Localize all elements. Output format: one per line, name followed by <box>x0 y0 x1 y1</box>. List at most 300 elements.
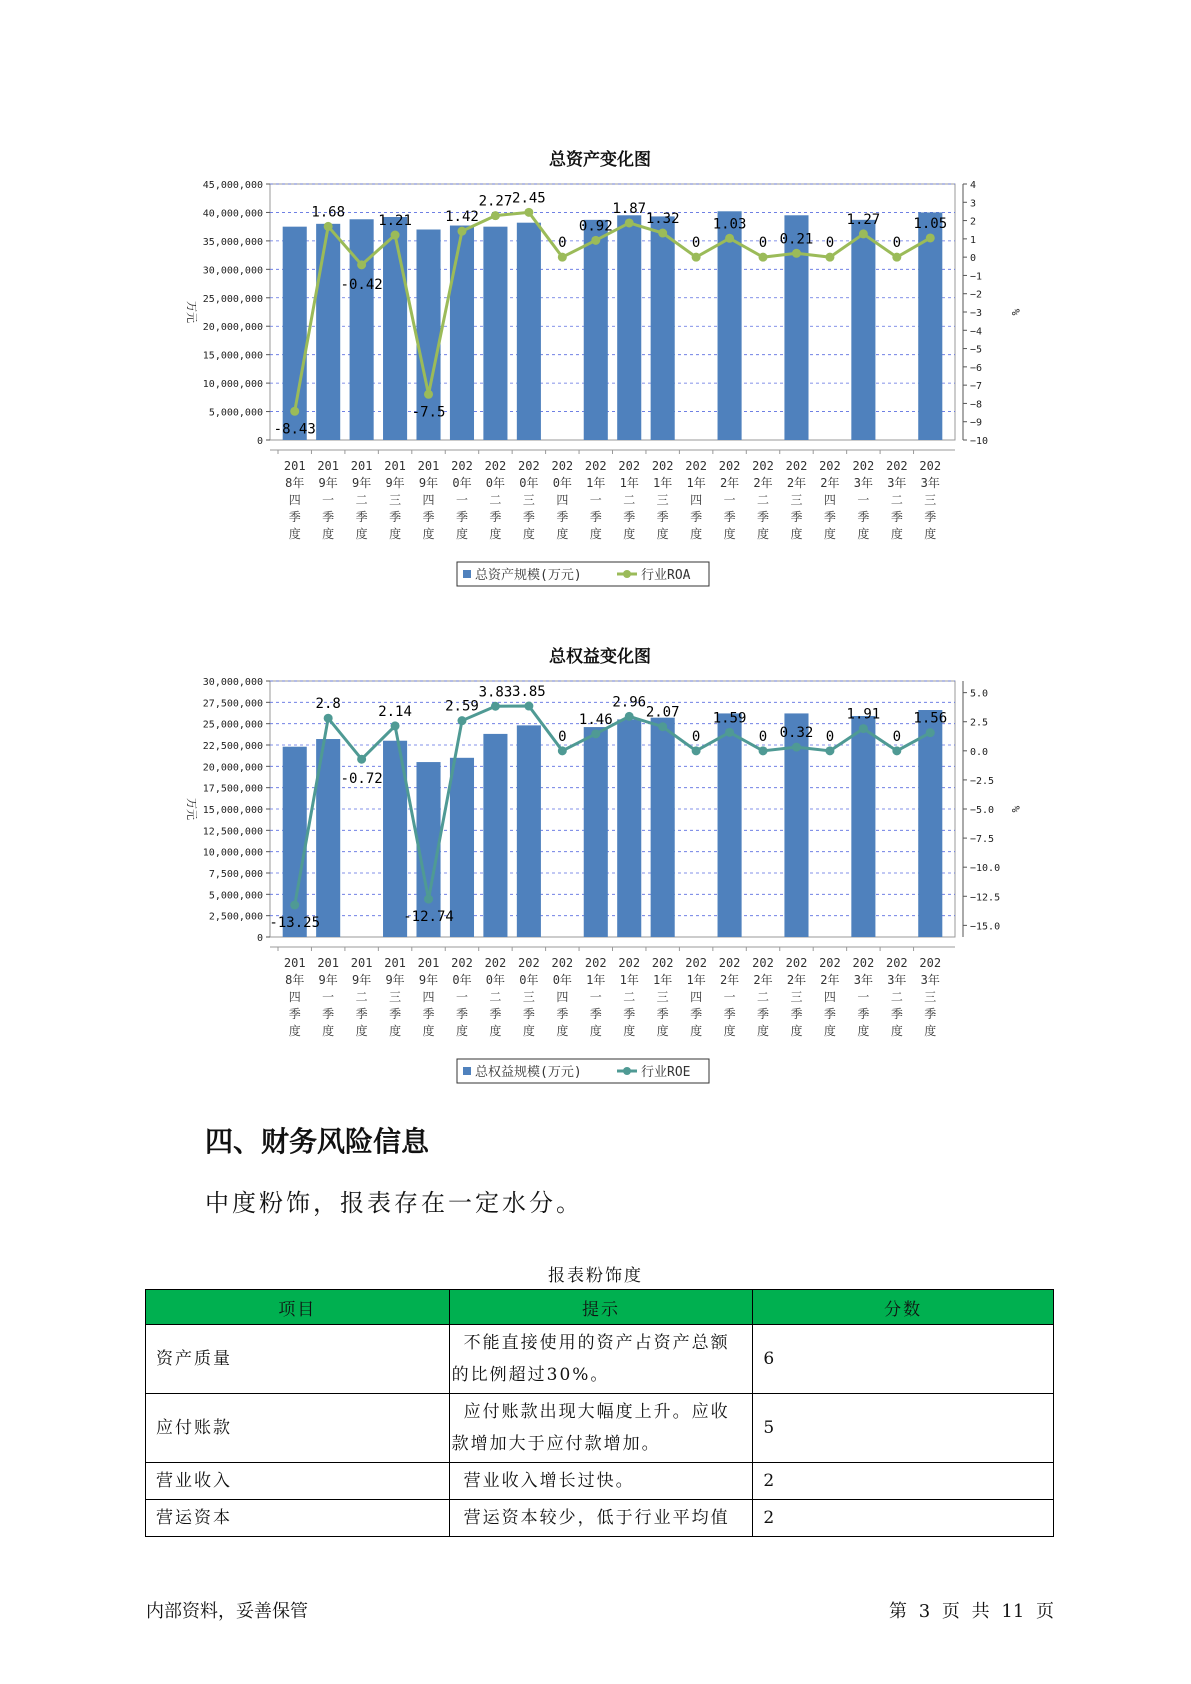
legend-line-marker <box>623 1067 631 1075</box>
legend-line-label: 行业ROA <box>641 568 691 583</box>
x-tick-label: 1年 <box>619 973 639 987</box>
left-tick-label: 5,000,000 <box>208 890 263 902</box>
x-tick-label: 202 <box>785 459 808 473</box>
x-tick-label: 度 <box>455 527 468 541</box>
x-tick-label: 0年 <box>452 973 472 987</box>
data-label: 3.83 <box>478 684 513 701</box>
x-tick-label: 度 <box>288 527 301 541</box>
x-tick-label: 2年 <box>753 476 773 490</box>
x-tick-label: 季 <box>757 510 770 524</box>
x-tick-label: 四 <box>422 990 435 1004</box>
data-label: 0 <box>758 235 768 252</box>
x-tick-label: 度 <box>656 527 669 541</box>
bar <box>584 727 608 937</box>
data-label: 2.14 <box>378 703 412 720</box>
left-tick-label: 35,000,000 <box>202 236 263 248</box>
data-label: -7.5 <box>411 404 446 421</box>
x-tick-label: 季 <box>890 1007 903 1021</box>
x-tick-label: 201 <box>350 956 373 970</box>
data-label: 0 <box>825 235 835 252</box>
x-tick-label: 季 <box>723 1007 736 1021</box>
footer-page-number: 第 3 页 共 11 页 <box>889 1601 1054 1622</box>
right-axis-title: % <box>1009 805 1022 813</box>
bar <box>316 224 340 440</box>
risk-table <box>145 1289 1054 1537</box>
line-point <box>524 208 533 217</box>
line-point <box>892 253 901 262</box>
right-tick-label: 2 <box>970 216 977 228</box>
hint-line: 款增加大于应付款增加。 <box>451 1434 661 1454</box>
x-tick-label: 201 <box>317 956 340 970</box>
x-tick-label: 度 <box>623 1024 636 1038</box>
x-tick-label: 9年 <box>318 973 338 987</box>
x-tick-label: 季 <box>489 1007 502 1021</box>
data-label: 1.91 <box>846 706 881 723</box>
x-tick-label: 8年 <box>285 476 305 490</box>
legend-bar-swatch <box>463 1067 471 1075</box>
data-label: 1.68 <box>311 204 346 221</box>
line-point <box>859 229 868 238</box>
x-tick-label: 一 <box>322 493 335 507</box>
line-point <box>692 253 701 262</box>
right-tick-label: −10.0 <box>970 863 1001 875</box>
x-tick-label: 度 <box>389 1024 402 1038</box>
hint-line: 应付账款出现大幅度上升。应收 <box>463 1402 730 1422</box>
data-label: -12.74 <box>403 909 454 926</box>
x-tick-label: 202 <box>819 956 841 970</box>
data-label: 2.07 <box>645 704 680 721</box>
x-tick-label: 201 <box>417 459 440 473</box>
table-caption: 报表粉饰度 <box>548 1266 643 1286</box>
x-tick-label: 季 <box>823 510 836 524</box>
table-row <box>146 1394 1054 1463</box>
x-tick-label: 四 <box>422 493 435 507</box>
section-heading: 四、财务风险信息 <box>205 1125 430 1158</box>
x-tick-label: 202 <box>919 956 942 970</box>
x-tick-label: 3年 <box>920 973 940 987</box>
legend-bar-swatch <box>463 570 471 578</box>
x-tick-label: 季 <box>790 1007 803 1021</box>
x-tick-label: 度 <box>623 527 636 541</box>
x-tick-label: 四 <box>556 990 569 1004</box>
column-header: 提示 <box>449 1290 753 1325</box>
x-tick-label: 202 <box>518 459 540 473</box>
line-point <box>759 253 768 262</box>
bar <box>517 223 541 440</box>
line-point <box>792 743 801 752</box>
right-tick-label: −12.5 <box>970 892 1001 904</box>
column-header: 分数 <box>753 1290 1054 1325</box>
right-tick-label: −3 <box>970 308 983 319</box>
x-tick-label: 季 <box>556 510 569 524</box>
x-tick-label: 202 <box>451 459 473 473</box>
x-tick-label: 季 <box>288 1007 301 1021</box>
bar <box>851 220 875 440</box>
right-axis-title: % <box>1009 308 1022 316</box>
x-tick-label: 201 <box>417 956 440 970</box>
x-tick-label: 二 <box>489 990 502 1004</box>
x-tick-label: 3年 <box>853 973 873 987</box>
x-tick-label: 1年 <box>686 973 706 987</box>
x-tick-label: 2年 <box>820 973 840 987</box>
x-tick-label: 季 <box>757 1007 770 1021</box>
x-tick-label: 三 <box>924 990 937 1004</box>
x-tick-label: 四 <box>823 493 836 507</box>
x-tick-label: 1年 <box>586 476 606 490</box>
x-tick-label: 一 <box>455 990 468 1004</box>
x-tick-label: 0年 <box>485 476 506 490</box>
data-label: 1.27 <box>846 211 881 228</box>
x-tick-label: 202 <box>718 956 741 970</box>
data-label: 1.05 <box>913 215 948 232</box>
x-tick-label: 度 <box>522 527 535 541</box>
data-label: 0 <box>558 728 567 745</box>
line-point <box>290 407 299 416</box>
x-tick-label: 一 <box>857 493 870 507</box>
line-point <box>825 253 834 262</box>
x-tick-label: 季 <box>690 510 703 524</box>
x-tick-label: 三 <box>522 990 535 1004</box>
bar <box>851 716 875 937</box>
x-tick-label: 0年 <box>519 476 539 490</box>
x-tick-label: 三 <box>790 493 803 507</box>
line-point <box>558 253 567 262</box>
left-tick-label: 0 <box>256 436 263 447</box>
x-tick-label: 度 <box>455 1024 468 1038</box>
x-tick-label: 9年 <box>385 476 405 490</box>
item-cell: 资产质量 <box>146 1325 450 1394</box>
x-tick-label: 度 <box>790 527 803 541</box>
x-tick-label: 三 <box>790 990 803 1004</box>
x-tick-label: 9年 <box>318 476 338 490</box>
data-label: 1.42 <box>445 209 479 226</box>
x-tick-label: 度 <box>489 527 502 541</box>
x-tick-label: 202 <box>618 459 641 473</box>
x-tick-label: 度 <box>422 1024 435 1038</box>
x-tick-label: 202 <box>785 956 808 970</box>
x-tick-label: 度 <box>556 527 569 541</box>
x-tick-label: 二 <box>489 493 502 507</box>
total-equity-chart <box>170 637 1030 1097</box>
line-point <box>825 746 834 755</box>
x-tick-label: 季 <box>422 510 435 524</box>
x-tick-label: 202 <box>752 956 774 970</box>
data-label: 2.59 <box>445 698 479 715</box>
x-tick-label: 202 <box>919 459 942 473</box>
x-tick-label: 度 <box>890 527 903 541</box>
item-cell: 营运资本 <box>146 1500 450 1537</box>
data-label: 2.96 <box>612 694 647 711</box>
line-point <box>658 722 667 731</box>
bar <box>718 713 742 937</box>
right-tick-label: −7 <box>970 381 983 393</box>
footer-confidential: 内部资料，妥善保管 <box>146 1601 308 1622</box>
line-point <box>491 211 500 220</box>
left-tick-label: 27,500,000 <box>202 698 263 710</box>
x-tick-label: 度 <box>589 527 602 541</box>
x-tick-label: 202 <box>752 459 774 473</box>
x-tick-label: 201 <box>283 956 306 970</box>
x-tick-label: 季 <box>455 510 468 524</box>
data-label: 0 <box>825 728 835 745</box>
x-tick-label: 度 <box>489 1024 502 1038</box>
x-tick-label: 二 <box>355 990 368 1004</box>
x-tick-label: 2年 <box>719 476 740 490</box>
x-tick-label: 0年 <box>552 476 572 490</box>
table-row <box>146 1500 1054 1537</box>
line-point <box>424 895 433 904</box>
right-tick-label: −15.0 <box>970 921 1001 933</box>
x-tick-label: 四 <box>823 990 836 1004</box>
x-tick-label: 2年 <box>719 973 740 987</box>
x-tick-label: 9年 <box>352 973 372 987</box>
x-tick-label: 度 <box>690 1024 703 1038</box>
data-label: -0.42 <box>340 276 383 293</box>
right-tick-label: −6 <box>970 362 983 374</box>
line-point <box>324 714 333 723</box>
x-tick-label: 202 <box>551 459 574 473</box>
left-tick-label: 17,500,000 <box>202 783 263 795</box>
right-tick-label: 2.5 <box>970 717 989 729</box>
x-tick-label: 一 <box>723 493 736 507</box>
hint-line: 营业收入增长过快。 <box>463 1471 635 1491</box>
data-label: 1.46 <box>578 711 613 728</box>
table-row <box>146 1325 1054 1394</box>
x-tick-label: 201 <box>350 459 373 473</box>
x-tick-label: 三 <box>389 990 402 1004</box>
bar <box>918 212 942 440</box>
x-tick-label: 2年 <box>753 973 773 987</box>
x-tick-label: 202 <box>685 459 707 473</box>
hint-line: 营运资本较少，低于行业平均值 <box>463 1508 730 1528</box>
line-point <box>892 746 901 755</box>
x-tick-label: 2年 <box>786 476 807 490</box>
x-tick-label: 季 <box>322 510 335 524</box>
x-tick-label: 8年 <box>285 973 305 987</box>
x-tick-label: 1年 <box>619 476 639 490</box>
x-tick-label: 季 <box>890 510 903 524</box>
x-tick-label: 四 <box>288 990 301 1004</box>
line-point <box>324 222 333 231</box>
bar <box>450 226 474 440</box>
column-header: 项目 <box>146 1290 450 1325</box>
legend-bar-label: 总权益规模(万元) <box>475 1065 582 1080</box>
x-tick-label: 二 <box>890 493 903 507</box>
total-assets-chart-svg <box>170 178 1030 618</box>
x-tick-label: 季 <box>823 1007 836 1021</box>
x-tick-label: 度 <box>522 1024 535 1038</box>
data-label: 1.87 <box>612 200 647 217</box>
x-tick-label: 季 <box>389 1007 402 1021</box>
right-tick-label: 4 <box>970 180 977 191</box>
x-tick-label: 202 <box>518 956 540 970</box>
left-tick-label: 30,000,000 <box>202 265 263 277</box>
right-tick-label: −10 <box>970 436 989 447</box>
left-tick-label: 2,500,000 <box>208 911 263 923</box>
data-label: 1.32 <box>645 211 680 228</box>
hint-cell <box>449 1500 753 1537</box>
data-label: 0 <box>758 728 768 745</box>
x-tick-label: 202 <box>819 459 841 473</box>
hint-cell <box>449 1394 753 1463</box>
data-label: -0.72 <box>340 771 383 788</box>
x-tick-label: 季 <box>489 510 502 524</box>
chart-title: 总资产变化图 <box>549 150 651 170</box>
x-tick-label: 度 <box>389 527 402 541</box>
line-point <box>625 712 634 721</box>
total-equity-chart-svg <box>170 675 1030 1115</box>
right-tick-label: −2.5 <box>970 775 995 787</box>
score-cell: 6 <box>753 1325 1054 1394</box>
x-tick-label: 202 <box>651 956 674 970</box>
item-cell: 应付账款 <box>146 1394 450 1463</box>
x-tick-label: 2年 <box>820 476 840 490</box>
right-tick-label: 1 <box>970 234 977 246</box>
x-tick-label: 二 <box>355 493 368 507</box>
data-label: 0 <box>691 728 701 745</box>
left-tick-label: 10,000,000 <box>202 379 263 391</box>
x-tick-label: 度 <box>656 1024 669 1038</box>
x-tick-label: 三 <box>656 990 669 1004</box>
bar <box>483 227 507 440</box>
x-tick-label: 季 <box>589 1007 602 1021</box>
line-point <box>792 249 801 258</box>
x-tick-label: 一 <box>723 990 736 1004</box>
x-tick-label: 201 <box>283 459 306 473</box>
data-label: 3.85 <box>512 684 546 701</box>
x-tick-label: 9年 <box>385 973 405 987</box>
x-tick-label: 202 <box>852 956 875 970</box>
x-tick-label: 季 <box>924 510 937 524</box>
x-tick-label: 202 <box>885 956 908 970</box>
x-tick-label: 一 <box>322 990 335 1004</box>
x-tick-label: 季 <box>857 1007 870 1021</box>
x-tick-label: 度 <box>757 527 770 541</box>
data-label: 0 <box>558 235 567 252</box>
bar <box>584 220 608 440</box>
x-tick-label: 季 <box>522 510 535 524</box>
line-point <box>759 746 768 755</box>
x-tick-label: 度 <box>723 1024 736 1038</box>
left-axis-title: 万元 <box>185 301 198 323</box>
x-tick-label: 202 <box>685 956 707 970</box>
x-tick-label: 度 <box>823 1024 836 1038</box>
x-tick-label: 一 <box>589 990 602 1004</box>
x-tick-label: 202 <box>718 459 741 473</box>
x-tick-label: 度 <box>890 1024 903 1038</box>
data-label: 1.59 <box>712 710 747 727</box>
x-tick-label: 0年 <box>485 973 506 987</box>
right-tick-label: −7.5 <box>970 834 995 846</box>
data-label: 1.56 <box>913 710 948 727</box>
x-tick-label: 0年 <box>519 973 539 987</box>
right-tick-label: −1 <box>970 271 983 283</box>
bar <box>918 710 942 937</box>
data-label: 0 <box>691 235 701 252</box>
line-point <box>926 728 935 737</box>
total-assets-chart <box>170 140 1030 600</box>
x-tick-label: 0年 <box>552 973 572 987</box>
x-tick-label: 季 <box>623 1007 636 1021</box>
line-point <box>424 390 433 399</box>
left-tick-label: 12,500,000 <box>202 826 263 838</box>
score-cell: 2 <box>753 1463 1054 1500</box>
x-tick-label: 度 <box>924 1024 937 1038</box>
x-tick-label: 季 <box>288 510 301 524</box>
x-tick-label: 季 <box>322 1007 335 1021</box>
x-tick-label: 季 <box>389 510 402 524</box>
x-tick-label: 度 <box>589 1024 602 1038</box>
line-point <box>391 721 400 730</box>
line-point <box>491 702 500 711</box>
x-tick-label: 季 <box>623 510 636 524</box>
x-tick-label: 二 <box>757 493 770 507</box>
left-tick-label: 22,500,000 <box>202 741 263 752</box>
data-label: 0.21 <box>779 231 814 248</box>
right-tick-label: −8 <box>970 399 983 411</box>
line-point <box>524 702 533 711</box>
x-tick-label: 度 <box>355 1024 368 1038</box>
x-tick-label: 二 <box>890 990 903 1004</box>
x-tick-label: 季 <box>556 1007 569 1021</box>
x-tick-label: 四 <box>288 493 301 507</box>
right-tick-label: −5 <box>970 344 983 356</box>
x-tick-label: 季 <box>522 1007 535 1021</box>
x-tick-label: 度 <box>823 527 836 541</box>
x-tick-label: 三 <box>522 493 535 507</box>
x-tick-label: 二 <box>757 990 770 1004</box>
left-tick-label: 15,000,000 <box>202 350 263 362</box>
bar <box>483 734 507 937</box>
left-tick-label: 40,000,000 <box>202 208 263 220</box>
x-tick-label: 季 <box>355 1007 368 1021</box>
line-point <box>391 231 400 240</box>
x-tick-label: 202 <box>618 956 641 970</box>
x-tick-label: 四 <box>690 493 703 507</box>
x-tick-label: 度 <box>857 1024 870 1038</box>
x-tick-label: 9年 <box>418 476 439 490</box>
x-tick-label: 四 <box>556 493 569 507</box>
left-tick-label: 20,000,000 <box>202 322 263 334</box>
line-point <box>625 218 634 227</box>
hint-cell <box>449 1463 753 1500</box>
x-tick-label: 季 <box>656 510 669 524</box>
x-tick-label: 季 <box>790 510 803 524</box>
left-tick-label: 0 <box>256 933 263 944</box>
right-tick-label: 0 <box>970 253 977 265</box>
x-tick-label: 1年 <box>653 973 673 987</box>
hint-line: 不能直接使用的资产占资产总额 <box>463 1333 730 1353</box>
x-tick-label: 度 <box>288 1024 301 1038</box>
x-tick-label: 季 <box>723 510 736 524</box>
left-tick-label: 7,500,000 <box>208 869 263 880</box>
line-point <box>859 724 868 733</box>
legend-bar-label: 总资产规模(万元) <box>475 568 582 583</box>
x-tick-label: 202 <box>551 956 574 970</box>
x-tick-label: 三 <box>389 493 402 507</box>
data-label: 0 <box>892 235 902 252</box>
x-tick-label: 季 <box>355 510 368 524</box>
left-tick-label: 45,000,000 <box>202 180 263 191</box>
data-label: -8.43 <box>273 421 316 438</box>
x-tick-label: 3年 <box>920 476 940 490</box>
x-tick-label: 度 <box>924 527 937 541</box>
x-tick-label: 3年 <box>887 476 907 490</box>
x-tick-label: 0年 <box>452 476 472 490</box>
x-tick-label: 度 <box>556 1024 569 1038</box>
x-tick-label: 3年 <box>853 476 873 490</box>
x-tick-label: 1年 <box>653 476 673 490</box>
